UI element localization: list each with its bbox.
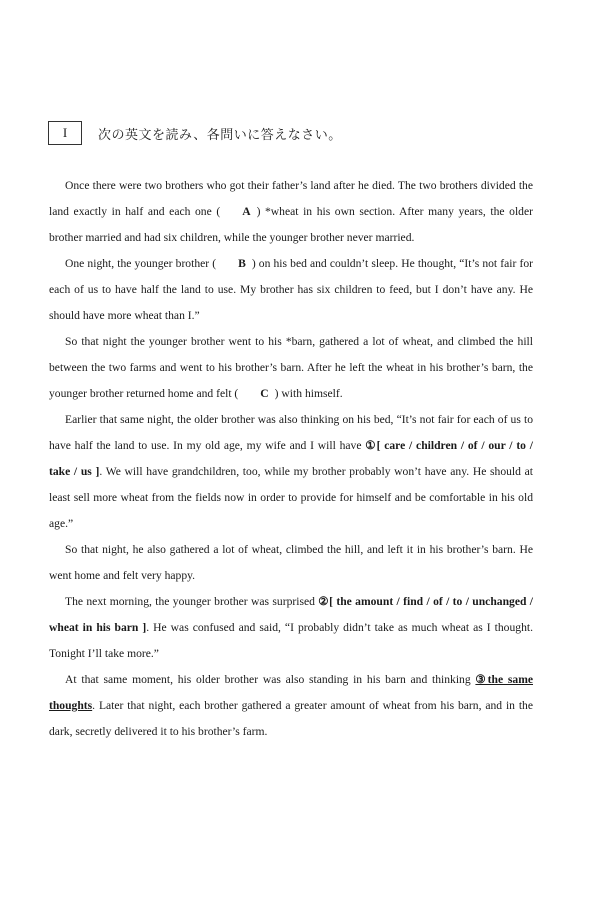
question-1-scramble: ①[ care / children / of / our / to / take / us ]: [49, 439, 533, 478]
paragraph-7: At that same moment, his older brother was also standing in his barn and thinking ③the same thoughts. Later that night, each brother gathered a greater amount of wheat from his barn, and in the dark, secretly delivered it to his brother’s farm.: [49, 673, 533, 738]
question-number: I: [62, 125, 68, 140]
paragraph-4: Earlier that same night, the older brother was also thinking on his bed, “It’s not fair for each of us to have half the land to use. In my old age, my wife and I will have ①[ care / children / of / our / to / take / us ]. We will have grandchildren, too, while my brother probably won’t have any. He should at least sell more wheat from the fields now in order to provide for himself and be comfortable in his old age.”: [49, 413, 533, 530]
question-2-scramble: ②[ the amount / find / of / to / unchanged / wheat in his barn ]: [49, 595, 533, 634]
reading-passage: [49, 173, 533, 745]
paragraph-2: One night, the younger brother ( B ) on his bed and couldn’t sleep. He thought, “It’s not fair for each of us to have half the land to use. My brother has six children to feed, but I don’t have any. He should have more wheat than I.”: [49, 251, 533, 329]
question-header: [48, 119, 342, 147]
paragraph-6: The next morning, the younger brother was surprised ②[ the amount / find / of / to / unchanged / wheat in his barn ]. He was confused and said, “I probably didn’t take as much wheat as I thought. Tonight I’ll take more.”: [49, 595, 533, 660]
paragraph-1: Once there were two brothers who got their father’s land after he died. The two brothers divided the land exactly in half and each one ( A ) *wheat in his own section. After many years, the older brother married and had six children, while the younger brother never married.: [49, 179, 533, 244]
paragraph-3: So that night the younger brother went to his *barn, gathered a lot of wheat, and climbed the hill between the two farms and went to his brother’s barn. After he left the wheat in his brother’s barn, the younger brother returned home and felt ( C ) with himself.: [49, 329, 533, 407]
blank-b: B: [238, 257, 246, 270]
paragraph-5: So that night, he also gathered a lot of wheat, climbed the hill, and left it in his brother’s barn. He went home and felt very happy.: [49, 543, 533, 582]
blank-c: C: [260, 387, 269, 400]
question-3-underlined: ③the same thoughts: [49, 673, 533, 712]
question-instruction: 次の英文を読み、各問いに答えなさい。: [98, 127, 342, 143]
question-number-box: [48, 121, 82, 145]
blank-a: A: [242, 205, 251, 218]
